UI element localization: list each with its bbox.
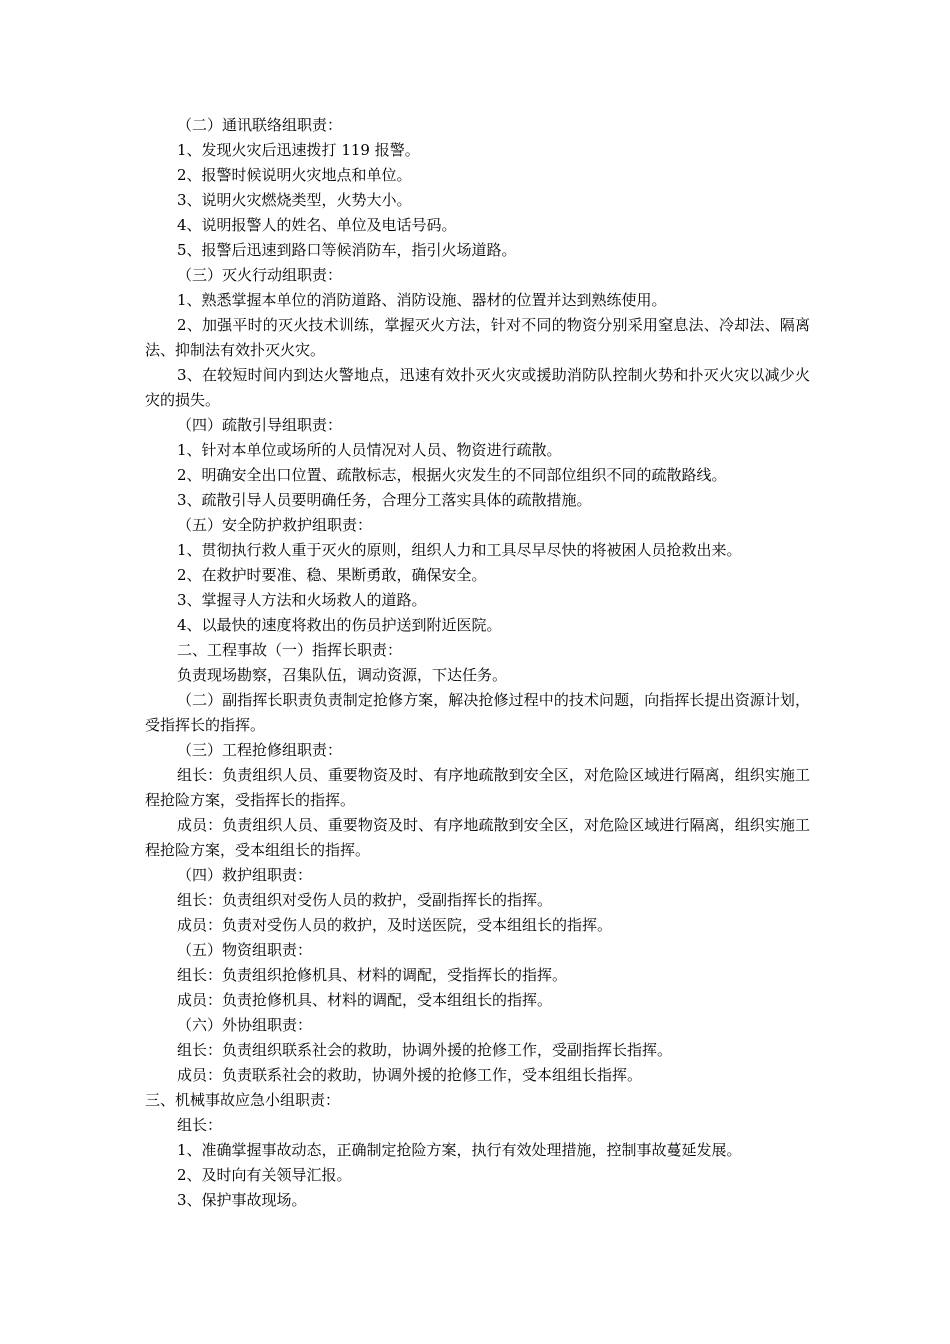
paragraph: 组长：负责组织人员、重要物资及时、有序地疏散到安全区，对危险区域进行隔离，组织实施工程抢险方案，受指挥长的指挥。 xyxy=(145,766,810,809)
paragraph: （五）物资组职责： xyxy=(177,941,313,959)
paragraph: 三、机械事故应急小组职责： xyxy=(145,1091,341,1109)
paragraph: 组长：负责组织抢修机具、材料的调配，受指挥长的指挥。 xyxy=(177,966,568,984)
paragraph: 成员：负责对受伤人员的救护，及时送医院，受本组组长的指挥。 xyxy=(177,916,613,934)
paragraph: 3、在较短时间内到达火警地点，迅速有效扑灭火灾或援助消防队控制火势和扑灭火灾以减少火灾的损失。 xyxy=(145,366,810,409)
paragraph: 3、掌握寻人方法和火场救人的道路。 xyxy=(177,591,427,609)
paragraph: （四）救护组职责： xyxy=(177,866,313,884)
paragraph: 成员：负责抢修机具、材料的调配，受本组组长的指挥。 xyxy=(177,991,553,1009)
paragraph: （二）副指挥长职责负责制定抢修方案，解决抢修过程中的技术问题，向指挥长提出资源计划，受指挥长的指挥。 xyxy=(145,691,810,734)
paragraph: （五）安全防护救护组职责： xyxy=(177,516,373,534)
paragraph: 二、工程事故（一）指挥长职责： xyxy=(177,641,403,659)
paragraph: 2、及时向有关领导汇报。 xyxy=(177,1166,352,1184)
paragraph: 组长： xyxy=(177,1116,223,1134)
document-body xyxy=(145,113,810,1213)
paragraph: （三）工程抢修组职责： xyxy=(177,741,343,759)
paragraph: 1、准确掌握事故动态，正确制定抢险方案，执行有效处理措施，控制事故蔓延发展。 xyxy=(177,1141,742,1159)
paragraph: 1、熟悉掌握本单位的消防道路、消防设施、器材的位置并达到熟练使用。 xyxy=(177,291,667,309)
paragraph: 2、报警时候说明火灾地点和单位。 xyxy=(177,166,412,184)
paragraph: （三）灭火行动组职责： xyxy=(177,266,343,284)
paragraph: 负责现场勘察，召集队伍，调动资源，下达任务。 xyxy=(177,666,508,684)
paragraph: 4、以最快的速度将救出的伤员护送到附近医院。 xyxy=(177,616,502,634)
paragraph: 2、在救护时要准、稳、果断勇敢，确保安全。 xyxy=(177,566,487,584)
paragraph: 5、报警后迅速到路口等候消防车，指引火场道路。 xyxy=(177,241,517,259)
paragraph: （二）通讯联络组职责： xyxy=(177,116,343,134)
paragraph: 3、疏散引导人员要明确任务，合理分工落实具体的疏散措施。 xyxy=(177,491,592,509)
paragraph: 2、明确安全出口位置、疏散标志，根据火灾发生的不同部位组织不同的疏散路线。 xyxy=(177,466,727,484)
paragraph: 1、发现火灾后迅速拨打 119 报警。 xyxy=(177,141,420,159)
paragraph: 1、贯彻执行救人重于灭火的原则，组织人力和工具尽早尽快的将被困人员抢救出来。 xyxy=(177,541,742,559)
paragraph: 成员：负责组织人员、重要物资及时、有序地疏散到安全区，对危险区域进行隔离，组织实施工程抢险方案，受本组组长的指挥。 xyxy=(145,816,810,859)
paragraph: 成员：负责联系社会的救助，协调外援的抢修工作，受本组组长指挥。 xyxy=(177,1066,643,1084)
paragraph: 3、保护事故现场。 xyxy=(177,1191,307,1209)
paragraph: 3、说明火灾燃烧类型，火势大小。 xyxy=(177,191,412,209)
paragraph: 4、说明报警人的姓名、单位及电话号码。 xyxy=(177,216,457,234)
paragraph: （四）疏散引导组职责： xyxy=(177,416,343,434)
paragraph: 2、加强平时的灭火技术训练，掌握灭火方法，针对不同的物资分别采用窒息法、冷却法、隔离法、抑制法有效扑灭火灾。 xyxy=(145,316,810,359)
paragraph: （六）外协组职责： xyxy=(177,1016,313,1034)
paragraph: 1、针对本单位或场所的人员情况对人员、物资进行疏散。 xyxy=(177,441,562,459)
paragraph: 组长：负责组织联系社会的救助，协调外援的抢修工作，受副指挥长指挥。 xyxy=(177,1041,673,1059)
paragraph: 组长：负责组织对受伤人员的救护，受副指挥长的指挥。 xyxy=(177,891,553,909)
